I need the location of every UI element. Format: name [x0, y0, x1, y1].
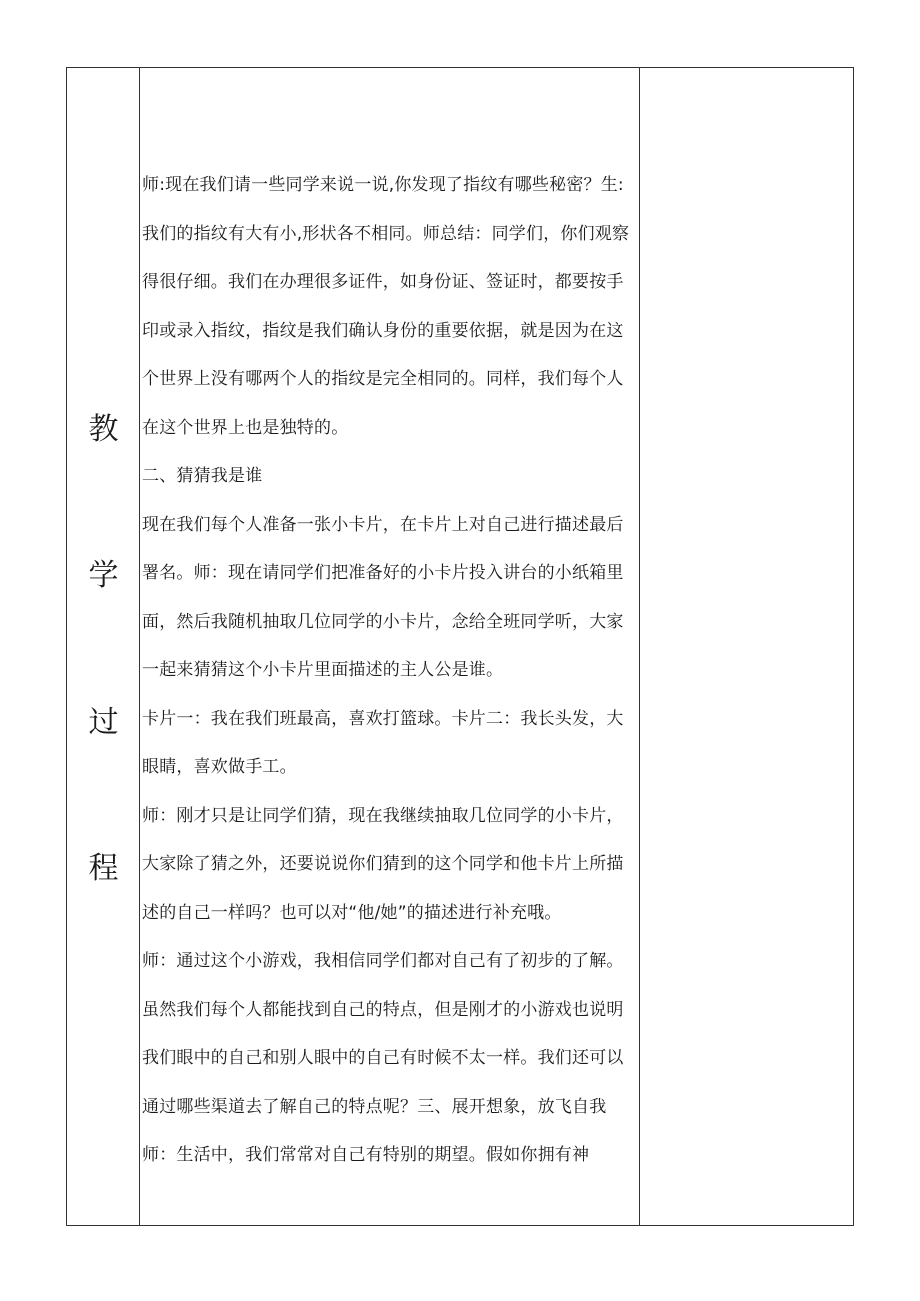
- section-char-3: 过: [88, 705, 119, 740]
- section-label-column: [67, 68, 140, 1225]
- section-char-4: 程: [88, 851, 119, 886]
- notes-column: [639, 68, 854, 1225]
- section-heading-guess: 二、猜猜我是谁: [142, 466, 263, 486]
- paragraph-card-examples: 卡片一：我在我们班最高，喜欢打篮球。卡片二：我长头发，大眼睛，喜欢做手工。: [142, 708, 624, 777]
- paragraph-imagination: 师：生活中，我们常常对自己有特别的期望。假如你拥有神: [142, 1145, 590, 1165]
- section-char-1: 教: [88, 412, 119, 447]
- paragraph-teacher-summary: 师：通过这个小游戏，我相信同学们都对自己有了初步的了解。虽然我们每个人都能找到自己的特点，但是刚才的小游戏也说明我们眼中的自己和别人眼中的自己有时候不太一样。我们还可以通过哪些渠道去了解自己的特点呢？三、展开想象，放飞自我: [142, 951, 624, 1117]
- paragraph-card-intro: 现在我们每个人准备一张小卡片，在卡片上对自己进行描述最后署名。师：现在请同学们把准备好的小卡片投入讲台的小纸箱里面，然后我随机抽取几位同学的小卡片，念给全班同学听，大家一起来猜猜这个小卡片里面描述的主人公是谁。: [142, 514, 624, 680]
- paragraph-fingerprint: 师:现在我们请一些同学来说一说,你发现了指纹有哪些秘密？生:我们的指纹有大有小,形状各不相同。师总结：同学们，你们观察得很仔细。我们在办理很多证件，如身份证、签证时，都要按手印或录入指纹，指纹是我们确认身份的重要依据，就是因为在这个世界上没有哪两个人的指纹是完全相同的。同样，我们每个人在这个世界上也是独特的。: [142, 175, 630, 438]
- lesson-table: [66, 67, 854, 1226]
- lesson-content: [140, 161, 639, 1180]
- paragraph-teacher-guess: 师：刚才只是让同学们猜，现在我继续抽取几位同学的小卡片，大家除了猜之外，还要说说你们猜到的这个同学和他卡片上所描述的自己一样吗？也可以对“他/她”的描述进行补充哦。: [142, 805, 624, 923]
- section-char-2: 学: [88, 558, 119, 593]
